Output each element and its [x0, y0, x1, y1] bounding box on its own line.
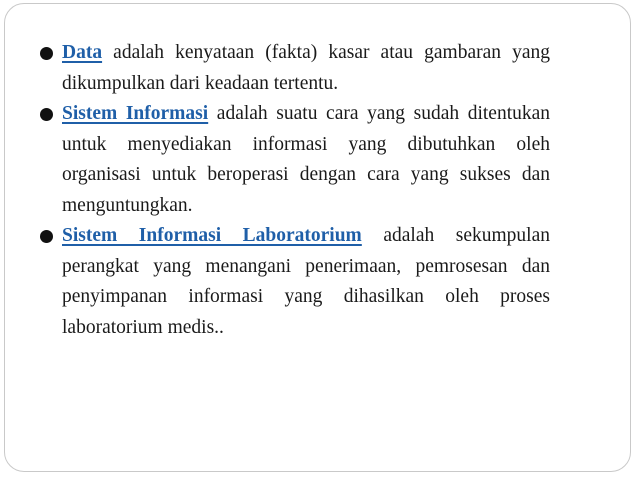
slide-content	[40, 38, 550, 343]
term-link-sistem-informasi-laboratorium[interactable]: Sistem Informasi Laboratorium	[62, 225, 362, 246]
term-link-sistem-informasi[interactable]: Sistem Informasi	[62, 103, 209, 124]
bullet-icon	[40, 230, 53, 243]
bullet-icon	[40, 47, 53, 60]
bullet-item-sistem-informasi-laboratorium	[40, 221, 550, 343]
definition-text: adalah kenyataan (fakta) kasar atau gambaran yang dikumpulkan dari keadaan tertentu.	[62, 42, 551, 94]
definition-text: adalah suatu cara yang sudah ditentukan untuk menyediakan informasi yang dibutuhkan oleh organisasi untuk beroperasi dengan cara yang sukses dan menguntungkan.	[62, 103, 551, 216]
bullet-item-sistem-informasi	[40, 99, 550, 221]
definition-text: adalah sekumpulan perangkat yang menangani penerimaan, pemrosesan dan penyimpanan informasi yang dihasilkan oleh proses laboratorium medis..	[62, 225, 550, 338]
bullet-item-data	[40, 38, 550, 99]
bullet-icon	[40, 108, 53, 121]
term-link-data[interactable]: Data	[62, 42, 103, 63]
